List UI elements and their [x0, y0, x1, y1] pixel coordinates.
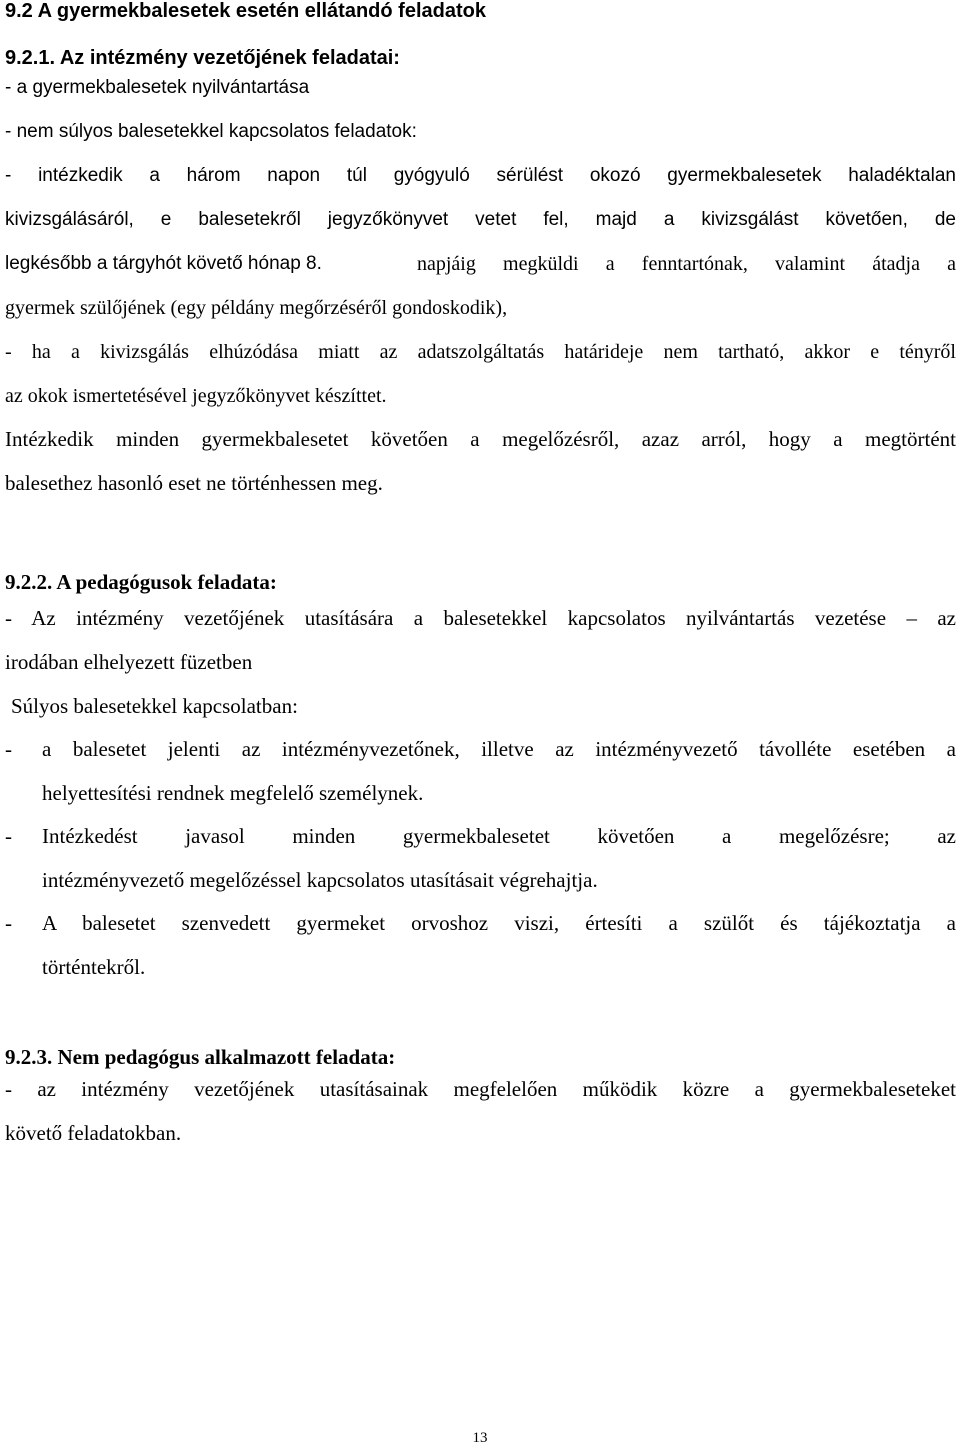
- bullet-dash-1: -: [5, 737, 12, 761]
- bullet-dash-2: -: [5, 824, 12, 848]
- sub1-line-7: - ha a kivizsgálás elhúzódása miatt az adatszolgáltatás határideje nem tartható, akkor e tényről: [5, 341, 956, 363]
- sub1-line-8: az okok ismertetésével jegyzőkönyvet készíttet.: [5, 385, 387, 407]
- sub1-heading: 9.2.1. Az intézmény vezetőjének feladatai:: [5, 47, 400, 69]
- sub1-line-5: [5, 253, 956, 275]
- sub2-heading: 9.2.2. A pedagógusok feladata:: [5, 570, 277, 594]
- sub1-line-3: - intézkedik a három napon túl gyógyuló sérülést okozó gyermekbalesetek haladéktalan: [5, 165, 956, 186]
- severe-label: Súlyos balesetekkel kapcsolatban:: [11, 694, 298, 718]
- sub3-line-2: követő feladatokban.: [5, 1121, 182, 1145]
- sub1-line-2: - nem súlyos balesetekkel kapcsolatos feladatok:: [5, 121, 417, 142]
- sub1-line-10: balesethez hasonló eset ne történhessen meg.: [5, 471, 383, 495]
- bullet-1-line-1: a balesetet jelenti az intézményvezetőnek, illetve az intézményvezető távolléte esetében a: [42, 737, 956, 761]
- sub1-line-9: Intézkedik minden gyermekbalesetet követően a megelőzésről, azaz arról, hogy a megtörtént: [5, 427, 956, 451]
- bullet-dash-3: -: [5, 911, 12, 935]
- bullet-3-line-1: A balesetet szenvedett gyermeket orvoshoz viszi, értesíti a szülőt és tájékoztatja a: [42, 911, 956, 935]
- sub3-heading: 9.2.3. Nem pedagógus alkalmazott feladata:: [5, 1045, 396, 1069]
- sub1-line-4: kivizsgálásáról, e balesetekről jegyzőkönyvet vetet fel, majd a kivizsgálást követően, de: [5, 209, 956, 230]
- bullet-2-line-1: Intézkedést javasol minden gyermekbalesetet követően a megelőzésre; az: [42, 824, 956, 848]
- sub3-line-1: - az intézmény vezetőjének utasításainak megfelelően működik közre a gyermekbaleseteket: [5, 1077, 956, 1101]
- bullet-3-line-2: történtekről.: [42, 955, 146, 979]
- sub1-line-6: gyermek szülőjének (egy példány megőrzéséről gondoskodik),: [5, 297, 508, 319]
- sub1-line-1: - a gyermekbalesetek nyilvántartása: [5, 77, 310, 98]
- sub1-line-5-start: legkésőbb a tárgyhót követő hónap 8.: [5, 253, 322, 274]
- bullet-1-line-2: helyettesítési rendnek megfelelő személynek.: [42, 781, 424, 805]
- bullet-2-line-2: intézményvezető megelőzéssel kapcsolatos utasításait végrehajtja.: [42, 868, 598, 892]
- section-heading: 9.2 A gyermekbalesetek esetén ellátandó feladatok: [5, 0, 486, 22]
- sub2-intro-line-2: irodában elhelyezett füzetben: [5, 650, 253, 674]
- sub1-line-5-rest: napjáig megküldi a fenntartónak, valamint átadja a: [417, 253, 956, 275]
- page-number: 13: [472, 1430, 488, 1446]
- sub2-intro-line-1: - Az intézmény vezetőjének utasítására a balesetekkel kapcsolatos nyilvántartás vezetése – az: [5, 606, 956, 630]
